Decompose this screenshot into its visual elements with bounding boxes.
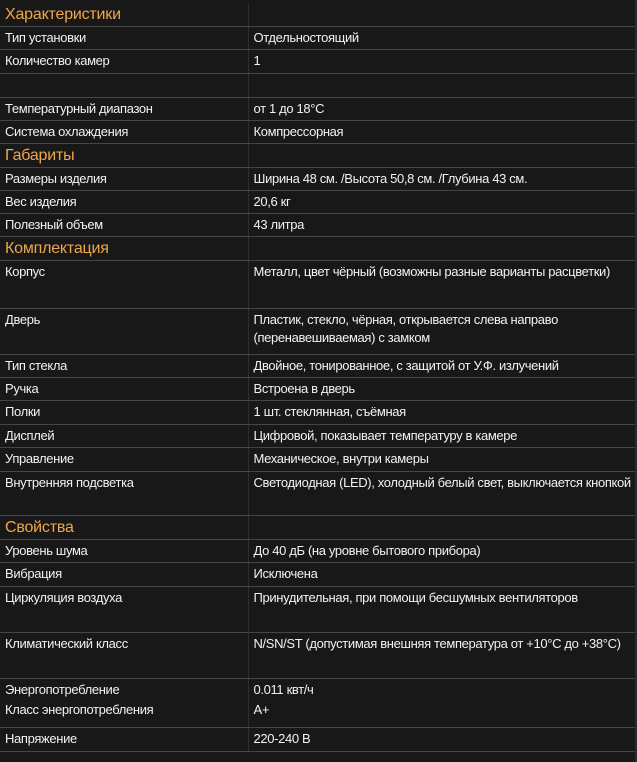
row-value: [248, 74, 637, 98]
row-value: N/SN/ST (допустимая внешняя температура от +10°С до +38°С): [248, 633, 637, 679]
table-row: [0, 191, 637, 214]
row-label: Ручка: [0, 378, 248, 401]
row-value: Светодиодная (LED), холодный белый свет, выключается кнопкой: [248, 472, 637, 516]
section-title: Габариты: [0, 144, 248, 168]
row-label: Размеры изделия: [0, 168, 248, 191]
table-row: [0, 309, 637, 355]
table-row: [0, 27, 637, 50]
spec-table: [0, 3, 637, 752]
row-value: 1 шт. стеклянная, съёмная: [248, 401, 637, 425]
section-header-dimensions: [0, 144, 637, 168]
table-row: [0, 401, 637, 425]
section-header-equipment: [0, 237, 637, 261]
table-row: [0, 378, 637, 401]
table-row: [0, 727, 637, 751]
table-row: [0, 425, 637, 448]
row-label: Управление: [0, 448, 248, 472]
row-value: Принудительная, при помощи бесшумных вентиляторов: [248, 587, 637, 633]
table-row: [0, 355, 637, 378]
table-row: [0, 563, 637, 587]
table-row: [0, 540, 637, 563]
table-row: [0, 261, 637, 309]
section-header-characteristics: [0, 3, 637, 27]
row-label: Дисплей: [0, 425, 248, 448]
row-value: Цифровой, показывает температуру в камере: [248, 425, 637, 448]
section-header-properties: [0, 516, 637, 540]
row-label: Тип стекла: [0, 355, 248, 378]
section-title: Свойства: [0, 516, 248, 540]
row-label: [0, 74, 248, 98]
row-value: Ширина 48 см. /Высота 50,8 см. /Глубина 43 см.: [248, 168, 637, 191]
table-row: [0, 472, 637, 516]
row-label: Тип установки: [0, 27, 248, 50]
section-title: Характеристики: [0, 3, 248, 27]
row-label: Вибрация: [0, 563, 248, 587]
row-value: Механическое, внутри камеры: [248, 448, 637, 472]
row-value: 220-240 В: [248, 727, 637, 751]
row-label: Корпус: [0, 261, 248, 309]
row-label: Циркуляция воздуха: [0, 587, 248, 633]
row-label: Внутренняя подсветка: [0, 472, 248, 516]
row-label: Климатический класс: [0, 633, 248, 679]
row-value: 43 литра: [248, 214, 637, 237]
row-value: Двойное, тонированное, с защитой от У.Ф. излучений: [248, 355, 637, 378]
row-value: от 1 до 18°С: [248, 98, 637, 121]
row-label: Количество камер: [0, 50, 248, 74]
row-value: Встроена в дверь: [248, 378, 637, 401]
table-row: [0, 587, 637, 633]
row-label: Температурный диапазон: [0, 98, 248, 121]
table-row: [0, 214, 637, 237]
row-label: Дверь: [0, 309, 248, 355]
table-row-empty: [0, 74, 637, 98]
table-row: [0, 448, 637, 472]
table-row: [0, 679, 637, 700]
row-value: Пластик, стекло, чёрная, открывается слева направо (перенавешиваемая) с замком: [248, 309, 637, 355]
row-value: A+: [248, 699, 637, 727]
section-title: Комплектация: [0, 237, 248, 261]
row-label: Полезный объем: [0, 214, 248, 237]
row-value: Отдельностоящий: [248, 27, 637, 50]
row-label: Класс энергопотребления: [0, 699, 248, 727]
row-label: Полки: [0, 401, 248, 425]
table-row: [0, 168, 637, 191]
row-label: Система охлаждения: [0, 121, 248, 144]
row-label: Энергопотребление: [5, 682, 120, 697]
row-label: Вес изделия: [0, 191, 248, 214]
row-value: До 40 дБ (на уровне бытового прибора): [248, 540, 637, 563]
row-value: 0.011 квт/ч: [248, 679, 637, 700]
table-row: [0, 633, 637, 679]
row-label: Уровень шума: [0, 540, 248, 563]
table-row: [0, 98, 637, 121]
table-row: [0, 699, 637, 727]
row-label: Напряжение: [0, 727, 248, 751]
row-value: 1: [248, 50, 637, 74]
row-value: Исключена: [248, 563, 637, 587]
row-value: 20,6 кг: [248, 191, 637, 214]
table-row: [0, 50, 637, 74]
row-value: Металл, цвет чёрный (возможны разные варианты расцветки): [248, 261, 637, 309]
row-value: Компрессорная: [248, 121, 637, 144]
table-row: [0, 121, 637, 144]
